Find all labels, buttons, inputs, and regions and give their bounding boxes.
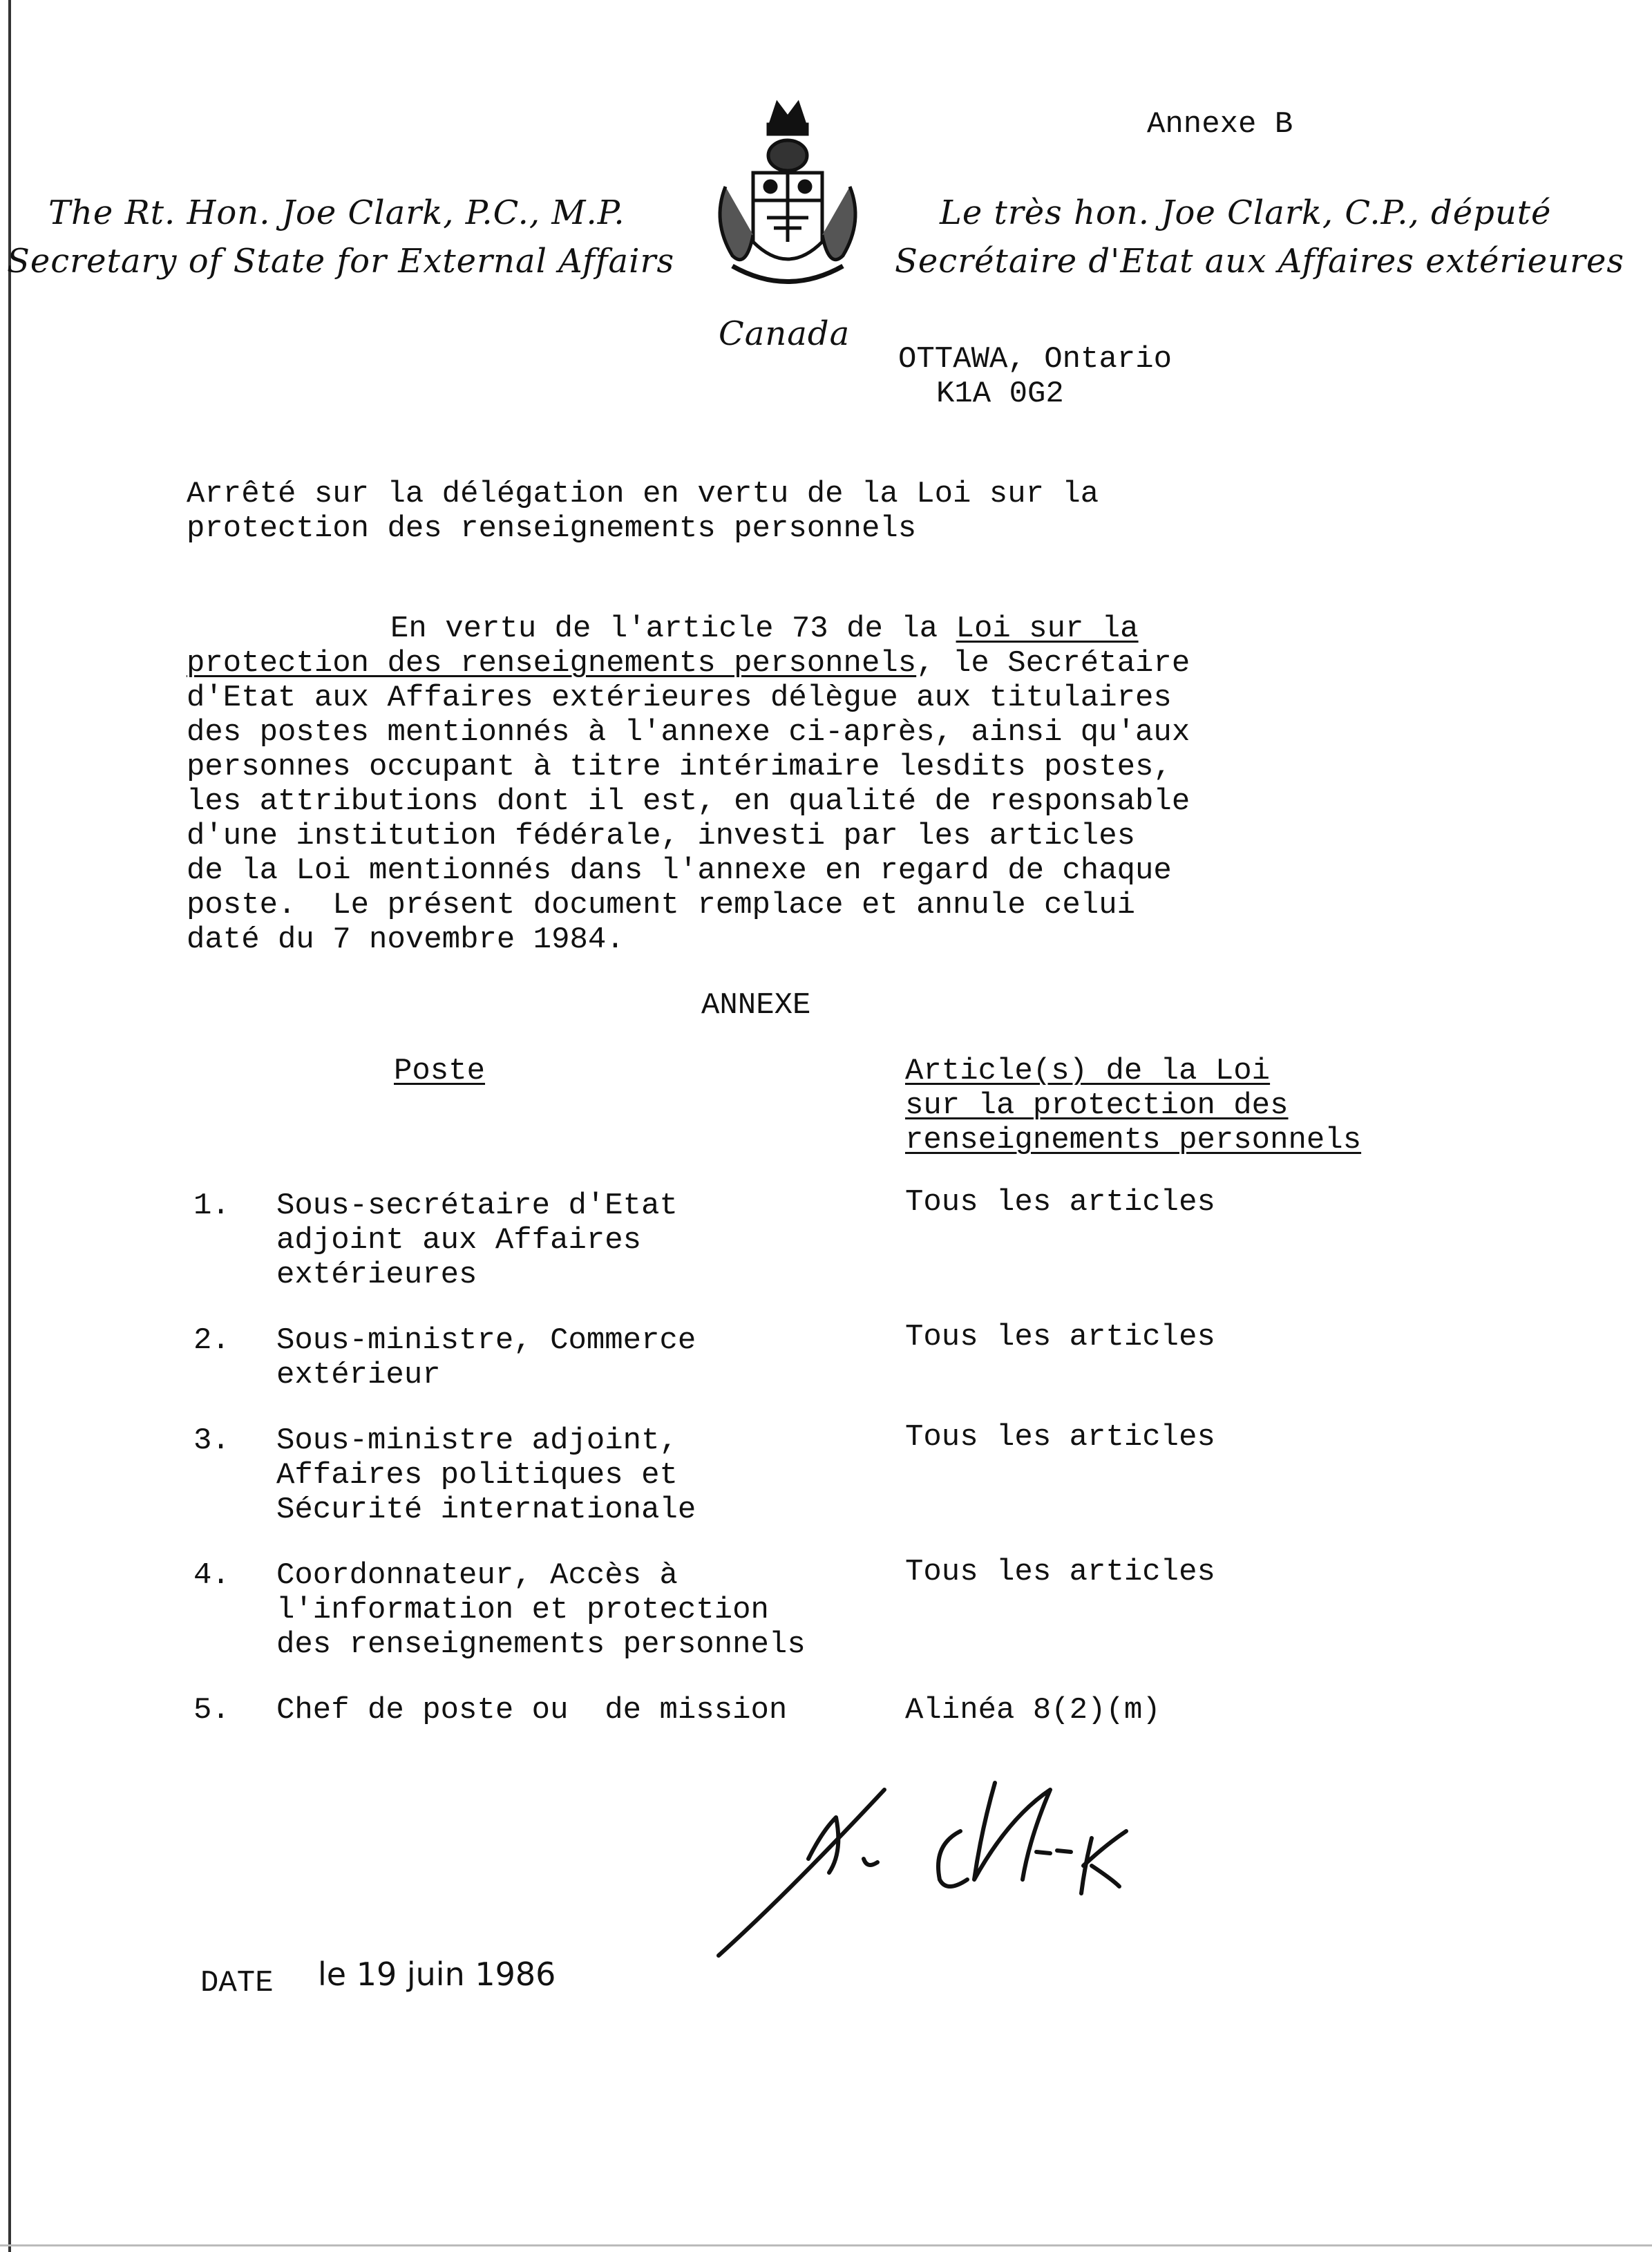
body-line-2: [187, 646, 1190, 681]
body-text: , le Secrétaire: [916, 646, 1190, 681]
scan-left-edge: [8, 0, 11, 2252]
row-5-number: 5.: [193, 1693, 230, 1728]
body-line-8: de la Loi mentionnés dans l'annexe en regard de chaque: [187, 853, 1172, 888]
signature-icon: [705, 1776, 1175, 1969]
row-4-number: 4.: [193, 1558, 230, 1593]
row-2-poste-line-1: Sous-ministre, Commerce: [276, 1323, 696, 1358]
body-line-6: les attributions dont il est, en qualité de responsable: [187, 784, 1190, 819]
body-line-10: daté du 7 novembre 1984.: [187, 922, 625, 957]
column-header-articles-1: Article(s) de la Loi: [905, 1054, 1271, 1088]
row-2-number: 2.: [193, 1323, 230, 1358]
column-header-articles-3: renseignements personnels: [905, 1123, 1362, 1157]
row-5-poste-line-1: Chef de poste ou de mission: [276, 1693, 788, 1728]
row-4-poste-line-1: Coordonnateur, Accès à: [276, 1558, 678, 1593]
body-line-1: [390, 612, 1139, 646]
row-1-poste-line-3: extérieures: [276, 1258, 477, 1292]
row-5-articles: Alinéa 8(2)(m): [905, 1693, 1161, 1728]
row-4-poste-line-3: des renseignements personnels: [276, 1627, 806, 1662]
row-3-number: 3.: [193, 1423, 230, 1458]
body-line-4: des postes mentionnés à l'annexe ci-après, ainsi qu'aux: [187, 715, 1190, 750]
row-4-poste-line-2: l'information et protection: [276, 1593, 769, 1627]
row-3-articles: Tous les articles: [905, 1420, 1215, 1455]
column-header-articles-2: sur la protection des: [905, 1088, 1289, 1123]
law-title-underlined: Loi sur la: [956, 612, 1139, 646]
row-1-articles: Tous les articles: [905, 1185, 1215, 1220]
subject-line-2: protection des renseignements personnels: [187, 511, 917, 546]
row-3-poste-line-2: Affaires politiques et: [276, 1458, 678, 1493]
column-header-poste: Poste: [394, 1054, 486, 1088]
body-line-7: d'une institution fédérale, investi par les articles: [187, 819, 1136, 853]
body-text: En vertu de l'article 73 de la: [390, 612, 956, 646]
row-1-poste-line-1: Sous-secrétaire d'Etat: [276, 1189, 678, 1223]
row-3-poste-line-3: Sécurité internationale: [276, 1493, 696, 1527]
address-postal-code: K1A 0G2: [936, 377, 1064, 411]
row-4-articles: Tous les articles: [905, 1555, 1215, 1589]
body-line-9: poste. Le présent document remplace et annule celui: [187, 888, 1136, 922]
subject-line-1: Arrêté sur la délégation en vertu de la Loi sur la: [187, 477, 1099, 511]
crest-caption: Canada: [719, 314, 851, 353]
french-minister-title: Secrétaire d'Etat aux Affaires extérieures: [895, 242, 1624, 281]
english-minister-name: The Rt. Hon. Joe Clark, P.C., M.P.: [48, 193, 625, 232]
law-title-underlined: protection des renseignements personnels: [187, 646, 917, 681]
annex-label: Annexe B: [1147, 107, 1293, 142]
body-line-5: personnes occupant à titre intérimaire lesdits postes,: [187, 750, 1172, 784]
english-minister-title: Secretary of State for External Affairs: [7, 242, 675, 281]
date-value: le 19 juin 1986: [318, 1956, 556, 1993]
address-city: OTTAWA, Ontario: [898, 342, 1172, 377]
date-label: DATE: [200, 1966, 274, 2000]
annex-title: ANNEXE: [701, 988, 811, 1023]
row-1-poste-line-2: adjoint aux Affaires: [276, 1223, 642, 1258]
row-3-poste-line-1: Sous-ministre adjoint,: [276, 1423, 678, 1458]
french-minister-name: Le très hon. Joe Clark, C.P., député: [940, 193, 1552, 232]
canada-coat-of-arms-icon: [705, 97, 871, 311]
row-1-number: 1.: [193, 1189, 230, 1223]
row-2-poste-line-2: extérieur: [276, 1358, 441, 1392]
scan-bottom-edge: [0, 2244, 1652, 2246]
row-2-articles: Tous les articles: [905, 1320, 1215, 1354]
body-line-3: d'Etat aux Affaires extérieures délègue aux titulaires: [187, 681, 1172, 715]
